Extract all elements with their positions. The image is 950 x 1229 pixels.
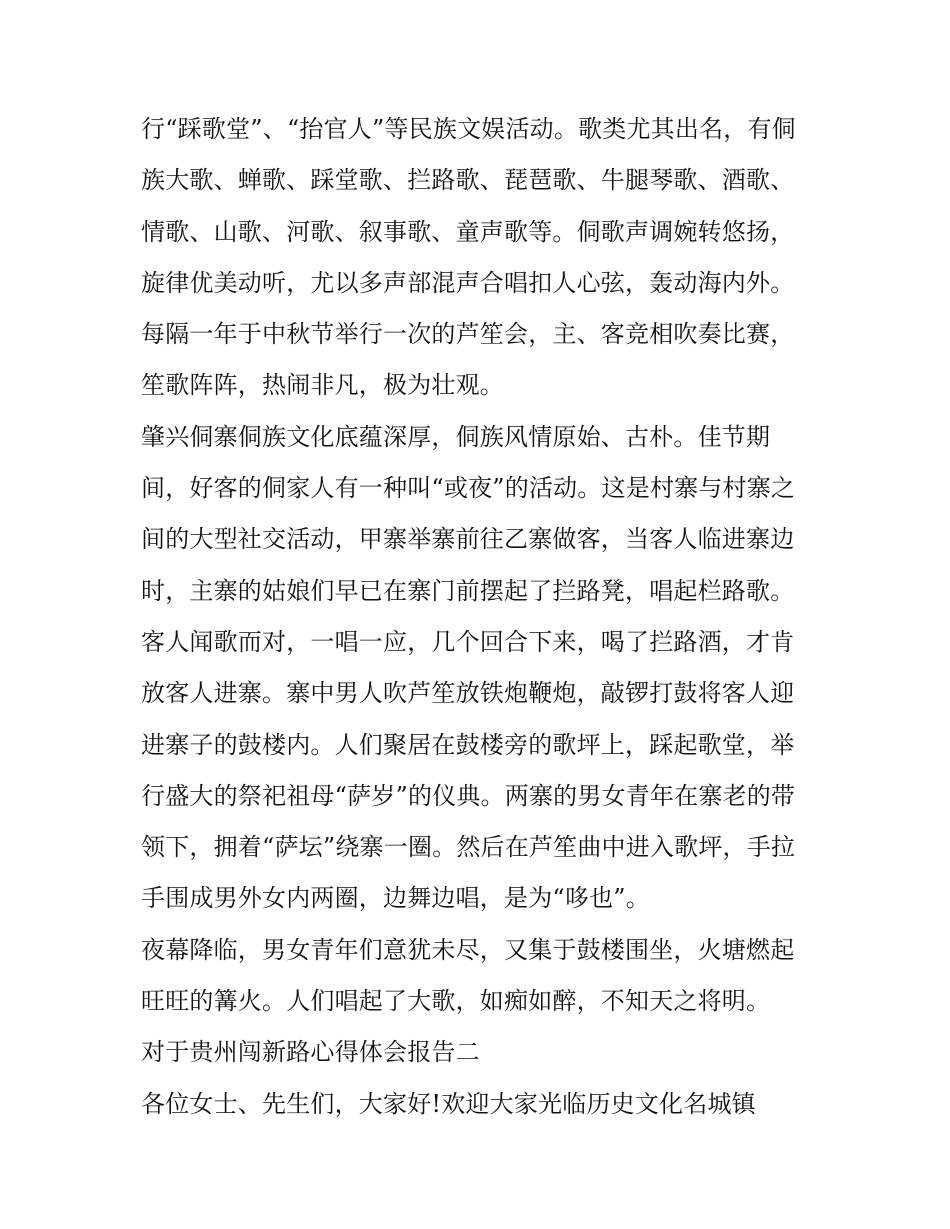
text-line: 放客人进寨。寨中男人吹芦笙放铁炮鞭炮，敲锣打鼓将客人迎 — [141, 679, 795, 708]
text-line: 族大歌、蝉歌、踩堂歌、拦路歌、琵琶歌、牛腿琴歌、酒歌、 — [141, 166, 795, 195]
text-line: 领下，拥着“萨坛”绕寨一圈。然后在芦笙曲中进入歌坪，手拉 — [141, 833, 796, 862]
text-line: 笙歌阵阵，热闹非凡，极为壮观。 — [141, 371, 504, 400]
text-line: 行“踩歌堂”、“抬官人”等民族文娱活动。歌类尤其出名，有侗 — [141, 115, 796, 143]
document-body — [141, 104, 821, 1130]
text-line: 进寨子的鼓楼内。人们聚居在鼓楼旁的歌坪上，踩起歌堂，举 — [141, 730, 795, 759]
text-line: 情歌、山歌、河歌、叙事歌、童声歌等。侗歌声调婉转悠扬， — [141, 217, 795, 246]
section-heading: 对于贵州闯新路心得体会报告二 — [141, 1038, 480, 1067]
text-line: 旺旺的篝火。人们唱起了大歌，如痴如醉，不知天之将明。 — [141, 987, 771, 1016]
text-line: 肇兴侗寨侗族文化底蕴深厚，侗族风情原始、古朴。佳节期 — [141, 422, 771, 451]
text-line: 各位女士、先生们，大家好!欢迎大家光临历史文化名城镇 — [141, 1089, 756, 1118]
text-line: 时，主寨的姑娘们早已在寨门前摆起了拦路凳，唱起栏路歌。 — [141, 576, 795, 605]
text-line: 手围成男外女内两圈，边舞边唱，是为“哆也”。 — [141, 884, 650, 913]
text-line: 每隔一年于中秋节举行一次的芦笙会，主、客竞相吹奏比赛， — [141, 320, 795, 349]
text-line: 夜幕降临，男女青年们意犹未尽，又集于鼓楼围坐，火塘燃起 — [141, 935, 795, 964]
text-line: 间的大型社交活动，甲寨举寨前往乙寨做客，当客人临进寨边 — [141, 525, 795, 554]
text-line: 旋律优美动听，尤以多声部混声合唱扣人心弦，轰动海内外。 — [141, 268, 795, 297]
text-line: 行盛大的祭祀祖母“萨岁”的仪典。两寨的男女青年在寨老的带 — [141, 781, 796, 810]
text-line: 客人闻歌而对，一唱一应，几个回合下来，喝了拦路酒，才肯 — [141, 627, 795, 656]
text-line: 间，好客的侗家人有一种叫“或夜”的活动。这是村寨与村寨之 — [141, 474, 796, 503]
